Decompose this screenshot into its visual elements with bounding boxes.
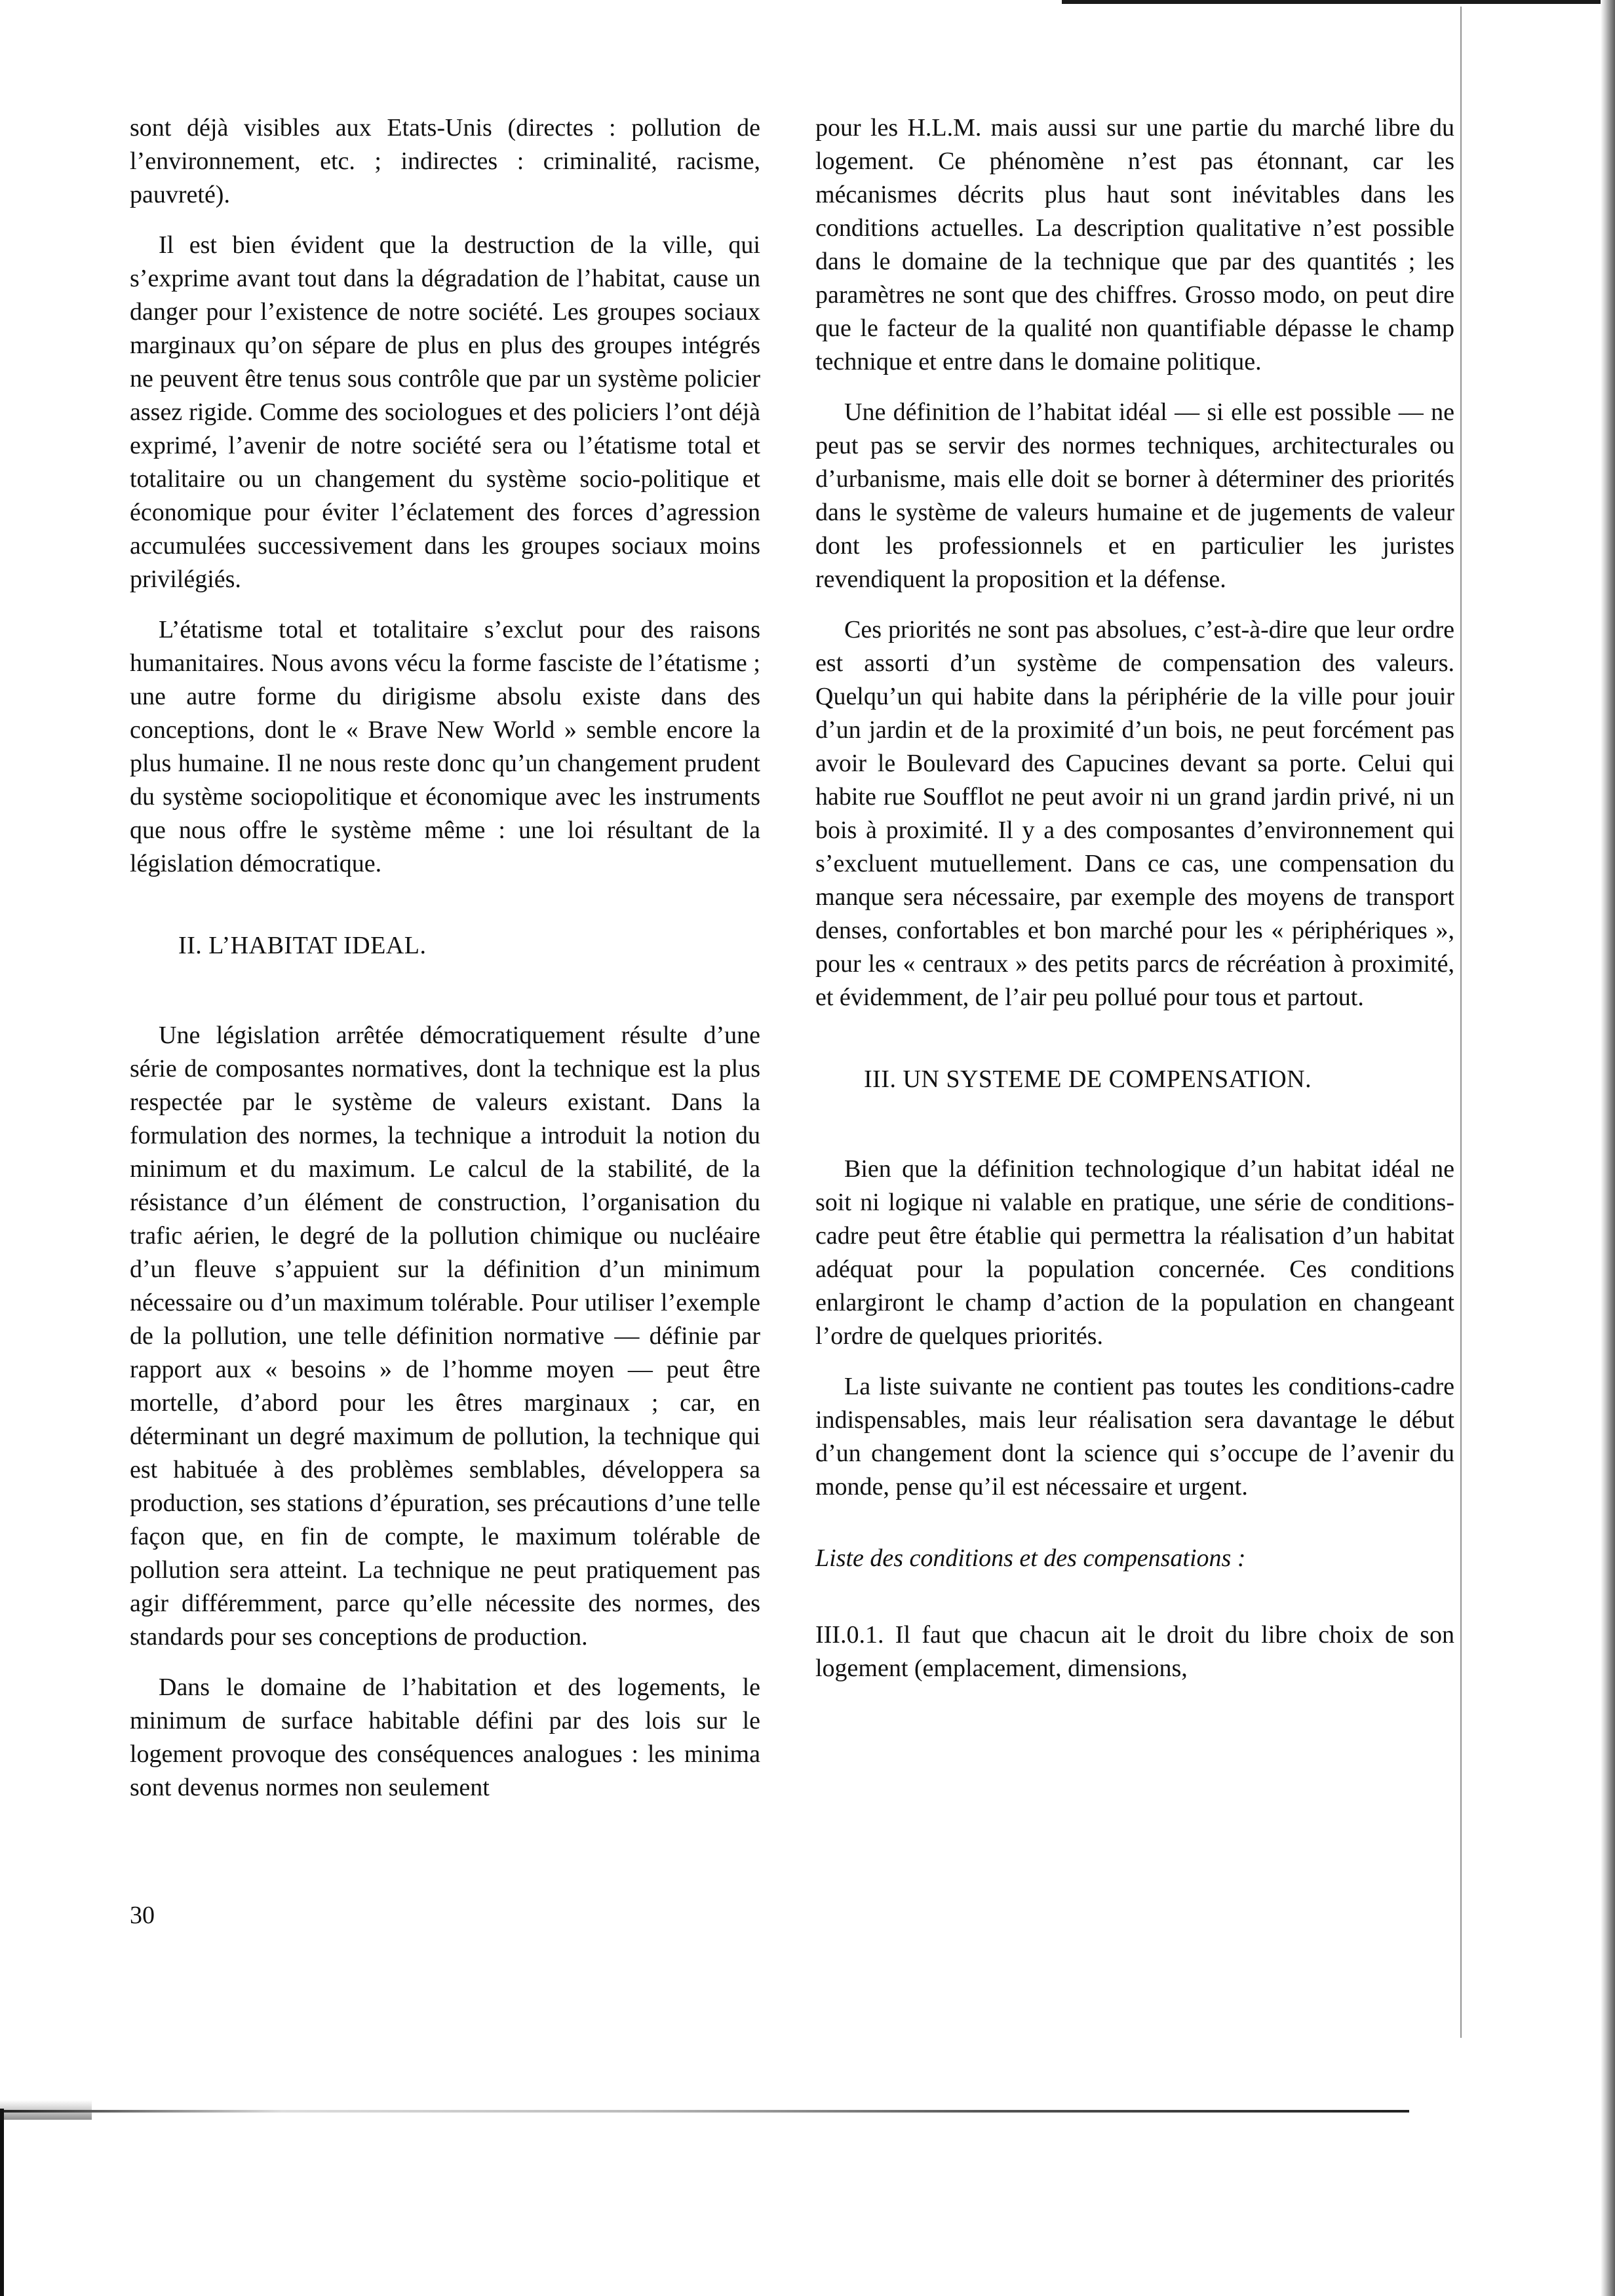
section-heading: III. UN SYSTEME DE COMPENSATION. xyxy=(864,1065,1312,1093)
paragraph: Une définition de l’habitat idéal — si elle est possible — ne peut pas se servir des normes techniques, architecturales ou d’urbanisme, mais elle doit se borner à déterminer des priorités dans le système de valeurs humaine et de jugements de valeur dont les professionnels et en particulier les juristes revendiquent la proposition et la défense. xyxy=(815,398,1454,593)
list-caption: Liste des conditions et des compensations : xyxy=(815,1544,1246,1572)
paragraph: Il est bien évident que la destruction de la ville, qui s’exprime avant tout dans la dégradation de l’habitat, cause un danger pour l’existence de notre société. Les groupes sociaux marginaux qu’on sépare de plus en plus des groupes intégrés ne peuvent être tenus sous contrôle que par un système policier assez rigide. Comme des sociologues et des policiers l’ont déjà exprimé, l’avenir de notre société sera ou l’étatisme total et totalitaire ou un changement du système socio-politique et économique pour éviter l’éclatement des forces d’agression accumulées successivement dans les groupes sociaux moins privilégiés. xyxy=(130,231,760,593)
scan-edge-left xyxy=(0,2109,4,2296)
paragraph: Une législation arrêtée démocratiquement résulte d’une série de composantes normatives, dont la technique est la plus respectée par le système de valeurs existant. Dans la formulation des normes, la technique a introduit la notion du minimum et du maximum. Le calcul de la stabilité, de la résistance d’un élément de construction, l’organisation du trafic aérien, le degré de la pollution chimique ou nucléaire d’un fleuve s’appuient sur la définition d’un minimum nécessaire ou d’un maximum tolérable. Pour utiliser l’exemple de la pollution, une telle définition normative — définie par rapport aux « besoins » de l’homme moyen — peut être mortelle, d’abord pour les êtres marginaux ; car, en déterminant un degré maximum de pollution, la technique qui est habituée à des problèmes semblables, développera sa production, ses stations d’épuration, ses précautions d’une telle façon que, en fin de compte, le maximum tolérable de pollution sera atteint. La technique ne peut pratiquement pas agir différemment, parce qu’elle nécessite des normes, des standards pour ses conceptions de production. xyxy=(130,1022,760,1651)
paragraph: III.0.1. Il faut que chacun ait le droit du libre choix de son logement (emplacement, dimensions, xyxy=(815,1621,1454,1682)
paragraph: La liste suivante ne contient pas toutes les conditions-cadre indispensables, mais leur réalisation sera davantage le début d’un changement dont la science qui s’occupe de l’avenir du monde, pense qu’il est nécessaire et urgent. xyxy=(815,1373,1454,1501)
left-column xyxy=(130,111,760,1822)
paragraph: Ces priorités ne sont pas absolues, c’est-à-dire que leur ordre est assorti d’un système de compensation des valeurs. Quelqu’un qui habite dans la périphérie de la ville pour jouir d’un jardin et de la proximité d’un bois, ne peut forcément pas avoir le Boulevard des Capucines devant sa porte. Celui qui habite rue Soufflot ne peut avoir ni un grand jardin privé, ni un bois à proximité. Il y a des composantes d’environnement qui s’excluent mutuellement. Dans ce cas, une compensation du manque sera nécessaire, par exemple des moyens de transport denses, confortables et bon marché pour les « périphériques », pour les « centraux » des petits parcs de récréation à proximité, et évidemment, de l’air peu pollué pour tous et partout. xyxy=(815,616,1454,1011)
paragraph: Bien que la définition technologique d’un habitat idéal ne soit ni logique ni valable en pratique, une série de conditions-cadre peut être établie qui permettra la réalisation d’un habitat adéquat pour la population concernée. Ces conditions enlargiront le champ d’action de la population en changeant l’ordre de quelques priorités. xyxy=(815,1155,1454,1350)
paragraph: L’étatisme total et totalitaire s’exclut pour des raisons humanitaires. Nous avons vécu la forme fasciste de l’étatisme ; une autre forme du dirigisme absolu existe dans des conceptions, dont le « Brave New World » semble encore la plus humaine. Il ne nous reste donc qu’un changement prudent du système sociopolitique et économique avec les instruments que nous offre le système même : une loi résultant de la législation démocratique. xyxy=(130,616,760,877)
scan-edge-top xyxy=(1062,0,1615,4)
paragraph: sont déjà visibles aux Etats-Unis (directes : pollution de l’environnement, etc. ; indirectes : criminalité, racisme, pauvreté). xyxy=(130,114,760,208)
page-number: 30 xyxy=(130,1902,155,1929)
section-heading: II. L’HABITAT IDEAL. xyxy=(178,932,427,959)
scan-edge-bottom xyxy=(0,2110,1409,2113)
paragraph: Dans le domaine de l’habitation et des logements, le minimum de surface habitable défini par des lois sur le logement provoque des conséquences analogues : les minima sont devenus normes non seulement xyxy=(130,1674,760,1801)
scan-edge-right xyxy=(1601,0,1615,2296)
paragraph: pour les H.L.M. mais aussi sur une partie du marché libre du logement. Ce phénomène n’est pas étonnant, car les mécanismes décrits plus haut sont inévitables dans les conditions actuelles. La description qualitative n’est possible dans le domaine de la technique que par des quantités ; les paramètres ne sont que des chiffres. Grosso modo, on peut dire que le facteur de la qualité non quantifiable dépasse le champ technique et entre dans le domaine politique. xyxy=(815,114,1454,375)
right-column xyxy=(815,111,1454,1702)
scan-edge-rule xyxy=(1460,7,1462,2038)
